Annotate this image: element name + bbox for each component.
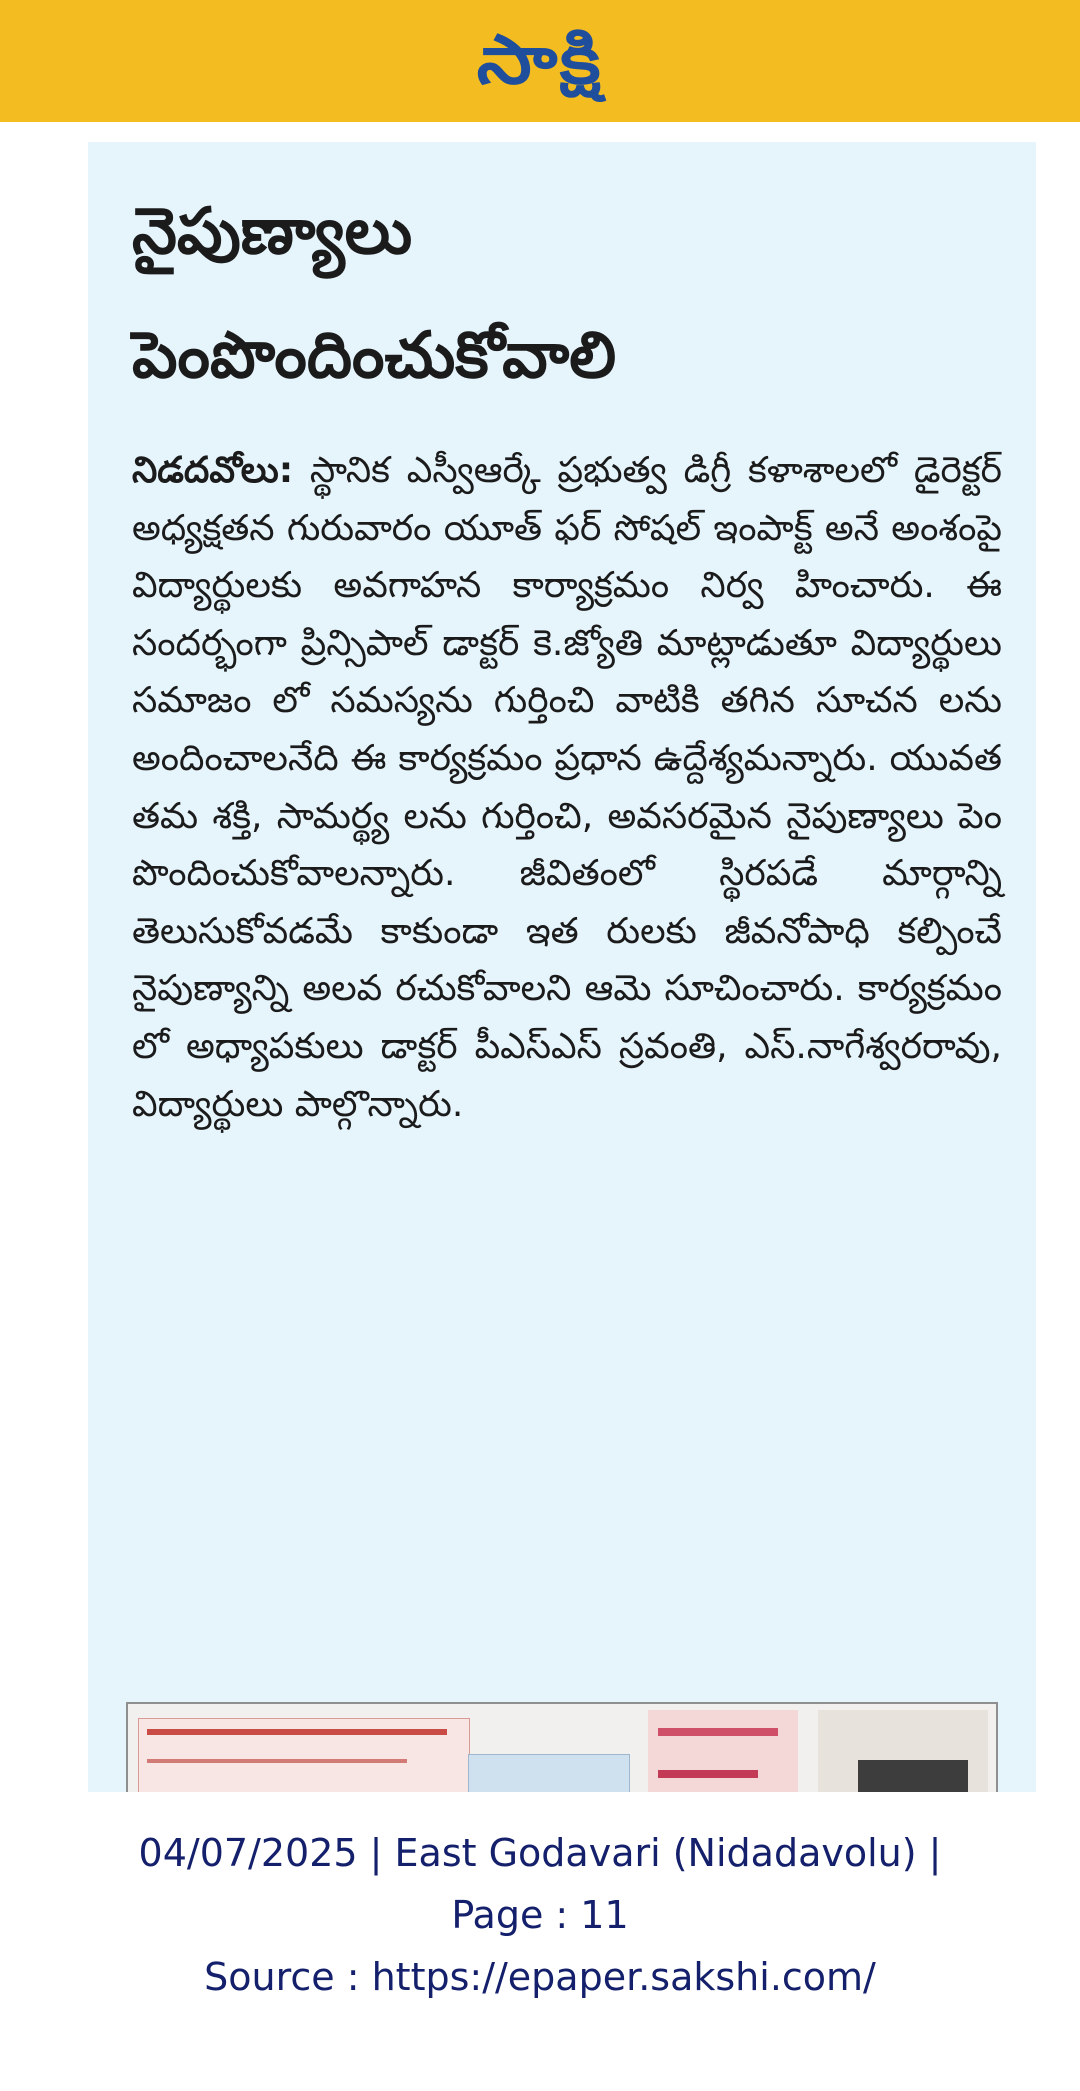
photo-banner-right [648,1710,798,1792]
footer-page-number: Page : 11 [451,1893,629,1937]
photo-screen [468,1754,630,1792]
footer-date-edition: 04/07/2025 | East Godavari (Nidadavolu) | [138,1831,942,1875]
article-dateline: నిడదవోలు: [132,450,294,491]
photo-wall [818,1710,988,1792]
source-footer [0,1822,1080,2008]
article-photo [126,1702,998,1792]
masthead [0,0,1080,122]
article-body [132,442,1002,1133]
photo-banner-left [138,1718,470,1792]
article-clipping [88,142,1036,1792]
sakshi-logo: సాక్షి [476,21,604,100]
article-headline [132,170,1012,418]
headline-line-1: నైపుణ్యాలు [132,195,413,269]
footer-source-url: Source : https://epaper.sakshi.com/ [204,1955,876,1999]
article-body-text: స్థానిక ఎస్వీఆర్కే ప్రభుత్వ డిగ్రీ కళాశాలలో డైరెక్టర్ అధ్యక్షతన గురువారం యూత్ ఫర్ సోషల్ ఇంపాక్ట్ అనే అంశంపై విద్యార్థులకు అవగాహన కార్యాక్రమం నిర్వ హించారు. ఈ సందర్భంగా ప్రిన్సిపాల్ డాక్టర్ కె.జ్యోతి మాట్లాడుతూ విద్యార్థులు సమాజం లో సమస్యను గుర్తించి వాటికి తగిన సూచన లను అందించాలనేది ఈ కార్యక్రమం ప్రధాన ఉద్దేశ్యమన్నారు. యువత తమ శక్తి, సామర్థ్య లను గుర్తించి, అవసరమైన నైపుణ్యాలు పెం పొందించుకోవాలన్నారు. జీవితంలో స్థిరపడే మార్గాన్ని తెలుసుకోవడమే కాకుండా ఇత రులకు జీవనోపాధి కల్పించే నైపుణ్యాన్ని అలవ రచుకోవాలని ఆమె సూచించారు. కార్యక్రమం లో అధ్యాపకులు డాక్టర్ పీఎస్ఎస్ స్రవంతి, ఎస్.నాగేశ్వరరావు, విద్యార్థులు పాల్గొన్నారు. [132,450,1002,1125]
headline-line-2: పెంపొందించుకోవాలి [132,319,617,393]
